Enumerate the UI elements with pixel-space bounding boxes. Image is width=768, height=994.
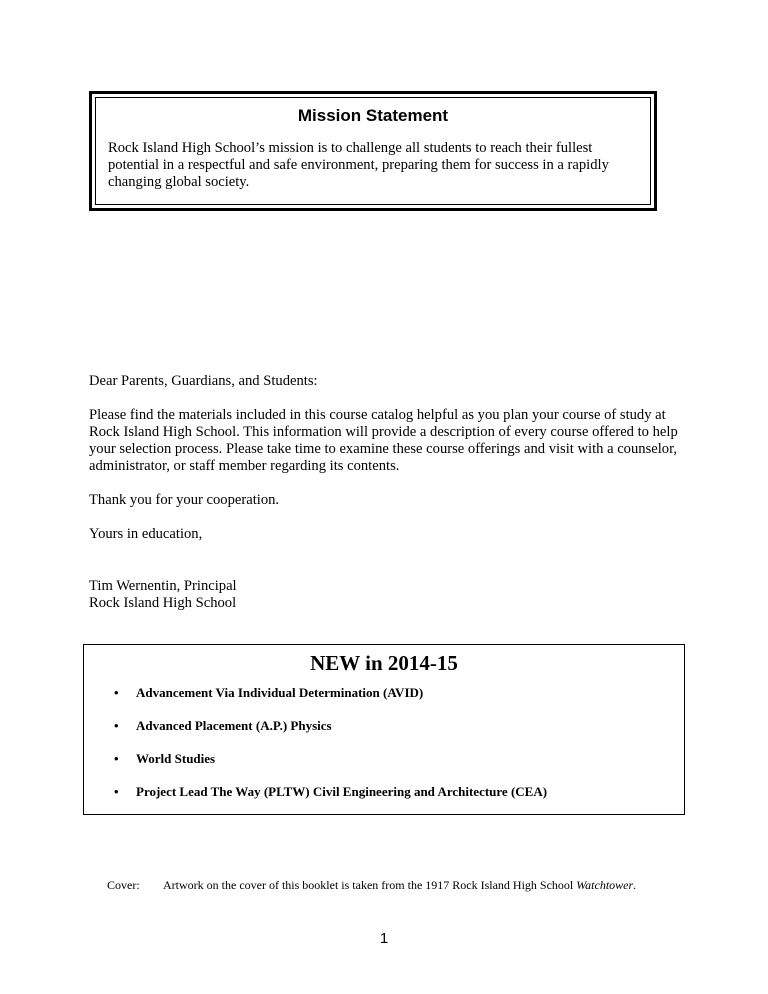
letter-signer-school: Rock Island High School: [89, 595, 237, 611]
new-courses-title: NEW in 2014-15: [310, 651, 458, 675]
list-item-label: Project Lead The Way (PLTW) Civil Engineering and Architecture (CEA): [136, 784, 548, 799]
letter-salutation: Dear Parents, Guardians, and Students:: [89, 373, 318, 389]
letter-closing: Yours in education,: [89, 526, 203, 542]
bullet-icon: •: [114, 718, 119, 733]
list-item: [114, 718, 547, 751]
new-courses-list: [114, 685, 547, 817]
mission-statement-text: Rock Island High School’s mission is to challenge all students to reach their fullest potential in a respectful and safe environment, preparing them for success in a rapidly changing global society.: [108, 140, 609, 190]
bullet-icon: •: [114, 784, 119, 799]
letter-body: Please find the materials included in this course catalog helpful as you plan your course of study at Rock Island High School. This information will provide a description of every course offered to help your selection process. Please take time to examine these course offerings and visit with a counselor, administrator, or staff member regarding its contents.: [89, 407, 678, 474]
bullet-icon: •: [114, 751, 119, 766]
cover-note-label: Cover:: [107, 878, 140, 892]
mission-statement-inner-border: [95, 97, 651, 205]
mission-statement-box: [89, 91, 657, 211]
letter-thanks: Thank you for your cooperation.: [89, 492, 280, 508]
list-item: [114, 784, 547, 817]
list-item: [114, 685, 547, 718]
bullet-icon: •: [114, 685, 119, 700]
page-number: 1: [379, 930, 389, 947]
cover-note-text: Artwork on the cover of this booklet is taken from the 1917 Rock Island High School Watchtower.: [163, 878, 637, 892]
list-item-label: Advanced Placement (A.P.) Physics: [136, 718, 332, 733]
mission-statement-title: Mission Statement: [297, 106, 449, 125]
list-item-label: Advancement Via Individual Determination (AVID): [136, 685, 424, 700]
letter-signer-name: Tim Wernentin, Principal: [89, 578, 237, 594]
list-item: [114, 751, 547, 784]
new-courses-box: [83, 644, 685, 815]
list-item-label: World Studies: [136, 751, 216, 766]
